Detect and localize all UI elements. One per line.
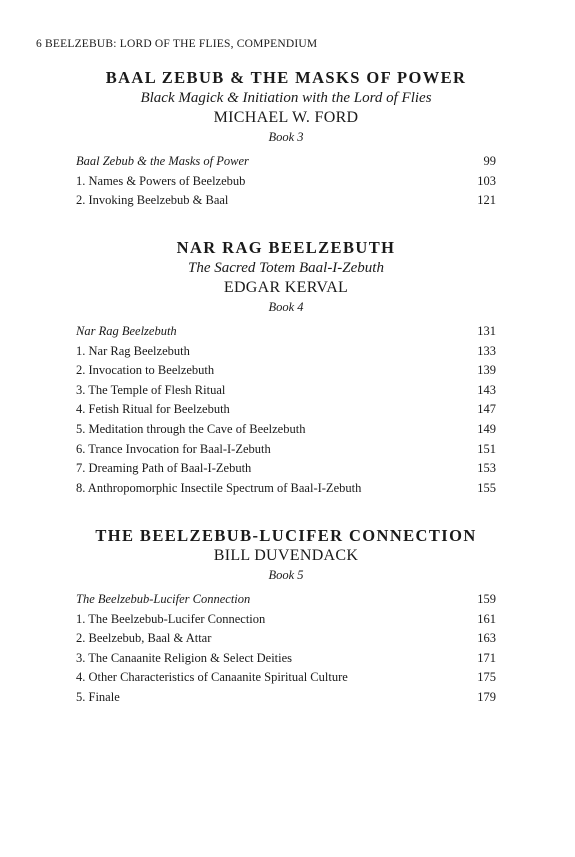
toc-entry-title: 1. The Beelzebub-Lucifer Connection [76, 611, 266, 626]
toc-entry-title: 2. Invoking Beelzebub & Baal [76, 193, 229, 208]
toc-entry[interactable] [76, 688, 496, 708]
toc-entry-page: 143 [477, 382, 496, 397]
toc-entry-title: 5. Finale [76, 689, 120, 704]
toc-entry-title: 3. The Canaanite Religion & Select Deities [76, 650, 293, 665]
toc-entry-page: 175 [477, 670, 496, 685]
section-title: NAR RAG BEELZEBUTH [176, 238, 396, 257]
toc-entry-title: 8. Anthropomorphic Insectile Spectrum of Baal-I-Zebuth [76, 480, 362, 495]
toc-entry-title: 2. Beelzebub, Baal & Attar [76, 631, 212, 646]
toc-entry-page: 153 [477, 461, 496, 476]
toc-entry-title: Baal Zebub & the Masks of Power [76, 154, 249, 168]
toc-entry-title: Nar Rag Beelzebuth [76, 324, 177, 338]
toc-entry[interactable] [76, 459, 496, 479]
toc-entry-page: 131 [477, 324, 496, 338]
toc-entry-page: 155 [477, 480, 496, 495]
section-subtitle: The Sacred Totem Baal-I-Zebuth [188, 260, 384, 276]
section-book-4 [76, 238, 496, 498]
book-number: Book 4 [268, 300, 304, 314]
toc-entry-page: 159 [477, 592, 496, 606]
toc-entry-page: 121 [477, 193, 496, 208]
toc-entry-title: 4. Other Characteristics of Canaanite Spiritual Culture [76, 670, 348, 685]
toc-entry[interactable] [76, 479, 496, 499]
toc-entry-title: 1. Names & Powers of Beelzebub [76, 173, 246, 188]
toc-entry[interactable] [76, 191, 496, 211]
toc-entry[interactable] [76, 610, 496, 630]
toc-list [76, 590, 496, 708]
toc-entry-title: 4. Fetish Ritual for Beelzebuth [76, 402, 230, 417]
toc-entry[interactable] [76, 361, 496, 381]
toc-entry-page: 151 [477, 441, 496, 456]
toc-entry[interactable] [76, 590, 496, 610]
toc-entry-title: 7. Dreaming Path of Baal-I-Zebuth [76, 461, 252, 476]
book-number: Book 3 [268, 130, 304, 144]
toc-entry-page: 99 [483, 154, 496, 168]
section-title: THE BEELZEBUB-LUCIFER CONNECTION [95, 526, 477, 545]
toc-entry-title: 5. Meditation through the Cave of Beelzebuth [76, 421, 306, 436]
toc-entry[interactable] [76, 629, 496, 649]
toc-entry-page: 179 [477, 689, 496, 704]
toc-entry[interactable] [76, 342, 496, 362]
section-author: EDGAR KERVAL [223, 279, 349, 296]
section-subtitle: Black Magick & Initiation with the Lord of Flies [140, 90, 432, 106]
section-author: BILL DUVENDACK [213, 547, 359, 564]
toc-entry-title: 2. Invocation to Beelzebuth [76, 363, 215, 378]
toc-entry-page: 149 [477, 421, 496, 436]
toc-entry-title: 6. Trance Invocation for Baal-I-Zebuth [76, 441, 271, 456]
section-book-3 [76, 68, 496, 211]
toc-entry[interactable] [76, 152, 496, 172]
toc-entry-page: 103 [477, 173, 496, 188]
toc-entry[interactable] [76, 440, 496, 460]
toc-entry[interactable] [76, 649, 496, 669]
toc-entry-page: 133 [477, 343, 496, 358]
toc-entry-page: 163 [477, 631, 496, 646]
toc-entry-title: 1. Nar Rag Beelzebuth [76, 343, 190, 358]
toc-entry-page: 139 [477, 363, 496, 378]
toc-entry[interactable] [76, 381, 496, 401]
toc-entry[interactable] [76, 322, 496, 342]
section-title: BAAL ZEBUB & THE MASKS OF POWER [105, 68, 467, 87]
section-book-5 [76, 526, 496, 708]
toc-entry[interactable] [76, 668, 496, 688]
toc-entry-page: 147 [477, 402, 496, 417]
toc-entry-title: The Beelzebub-Lucifer Connection [76, 592, 251, 606]
toc-entry-page: 171 [477, 650, 496, 665]
book-number: Book 5 [268, 568, 304, 582]
toc-list [76, 322, 496, 498]
toc-entry[interactable] [76, 400, 496, 420]
toc-entry[interactable] [76, 420, 496, 440]
toc-entry-page: 161 [477, 611, 496, 626]
running-head: 6 BEELZEBUB: LORD OF THE FLIES, COMPENDIUM [36, 38, 318, 50]
toc-entry[interactable] [76, 172, 496, 192]
toc-list [76, 152, 496, 211]
section-author: MICHAEL W. FORD [213, 109, 359, 126]
toc-entry-title: 3. The Temple of Flesh Ritual [76, 382, 226, 397]
